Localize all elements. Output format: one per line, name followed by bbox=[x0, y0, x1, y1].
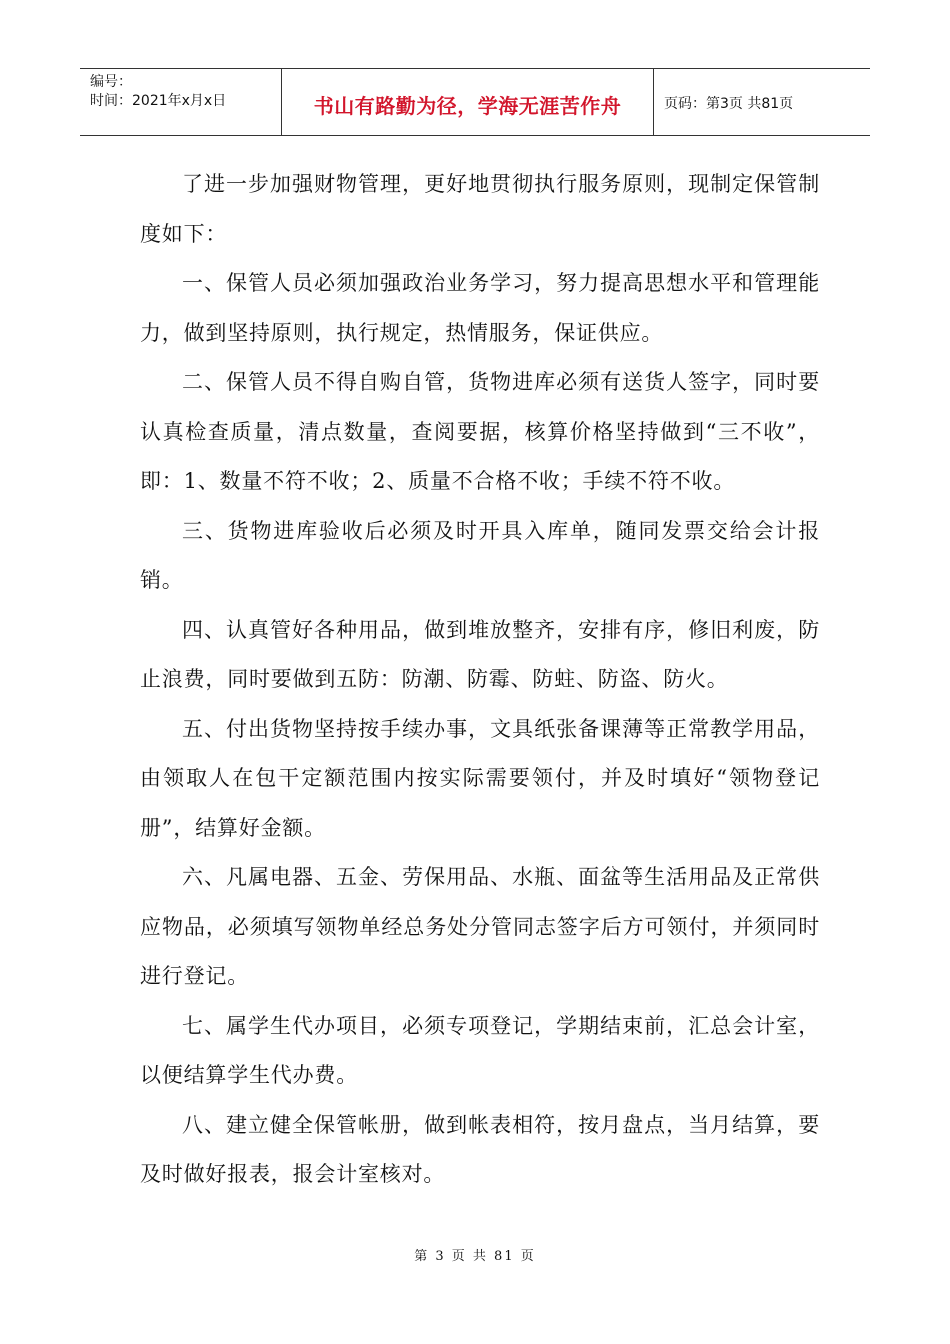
header-motto: 书山有路勤为径，学海无涯苦作舟 bbox=[282, 69, 654, 135]
document-body bbox=[140, 160, 820, 1200]
header-page-info: 页码：第3页 共81页 bbox=[664, 96, 794, 112]
paragraph: 八、建立健全保管帐册，做到帐表相符，按月盘点，当月结算，要及时做好报表，报会计室核对。 bbox=[140, 1112, 820, 1186]
paragraph: 六、凡属电器、五金、劳保用品、水瓶、面盆等生活用品及正常供应物品，必须填写领物单经总务处分管同志签字后方可领付，并须同时进行登记。 bbox=[140, 865, 820, 988]
page-footer: 第 3 页 共 81 页 bbox=[414, 1249, 536, 1264]
header-meta bbox=[80, 69, 282, 135]
header-time-label: 时间：2021年x月x日 bbox=[90, 93, 227, 109]
paragraph: 七、属学生代办项目，必须专项登记，学期结束前，汇总会计室，以便结算学生代办费。 bbox=[140, 1013, 820, 1087]
header-number-label: 编号： bbox=[90, 74, 132, 90]
paragraph: 了进一步加强财物管理，更好地贯彻执行服务原则，现制定保管制度如下： bbox=[140, 172, 820, 246]
paragraph: 五、付出货物坚持按手续办事，文具纸张备课薄等正常教学用品，由领取人在包干定额范围内按实际需要领付，并及时填好“领物登记册”，结算好金额。 bbox=[140, 716, 820, 840]
page-header bbox=[80, 68, 870, 136]
paragraph: 四、认真管好各种用品，做到堆放整齐，安排有序，修旧利废，防止浪费，同时要做到五防：防潮、防霉、防蛀、防盗、防火。 bbox=[140, 617, 820, 691]
paragraph: 一、保管人员必须加强政治业务学习，努力提高思想水平和管理能力，做到坚持原则，执行规定，热情服务，保证供应。 bbox=[140, 271, 820, 345]
paragraph: 三、货物进库验收后必须及时开具入库单，随同发票交给会计报销。 bbox=[140, 518, 820, 592]
paragraph: 二、保管人员不得自购自管，货物进库必须有送货人签字，同时要认真检查质量，清点数量，查阅要据，核算价格坚持做到“三不收”，即：1、数量不符不收；2、质量不合格不收；手续不符不收。 bbox=[140, 370, 820, 493]
